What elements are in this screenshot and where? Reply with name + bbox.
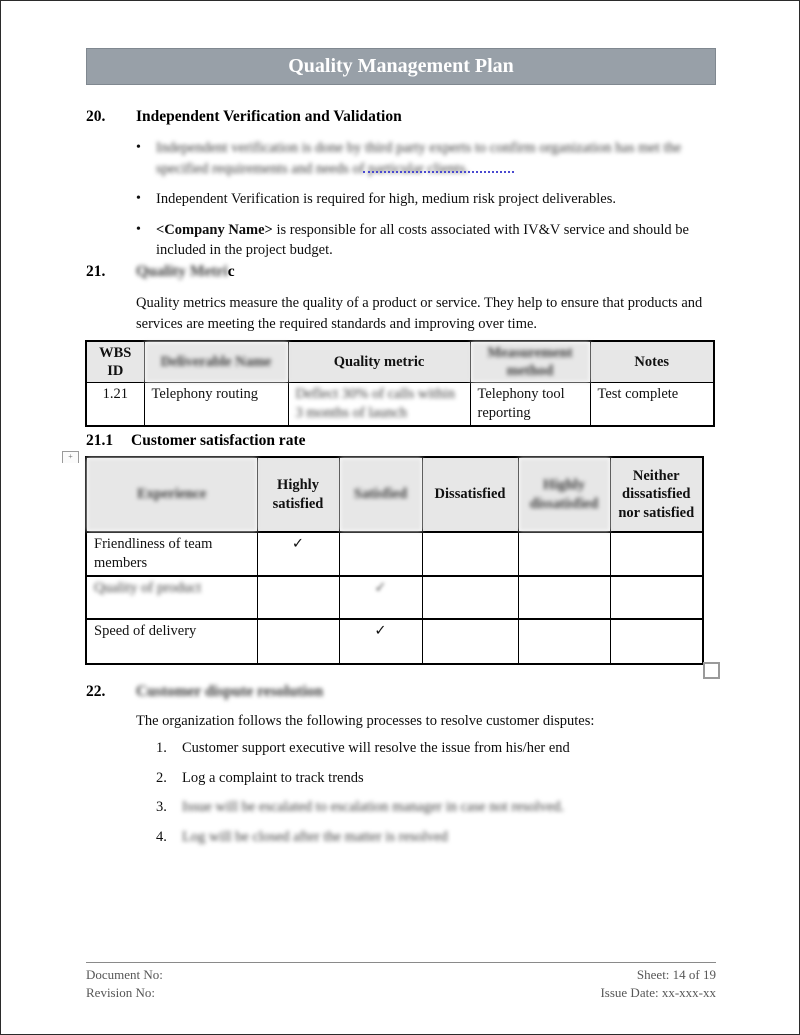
- check-mark: ✓: [257, 532, 339, 576]
- spellcheck-underline: [363, 164, 514, 173]
- bullet-icon: •: [136, 140, 141, 155]
- check-mark: [339, 532, 422, 576]
- bullet-text-blurred: Independent verification is done by third party experts to confirm organization has met the specified requirements and needs of particular clients.: [156, 140, 682, 177]
- section-20-title: Independent Verification and Validation: [136, 108, 402, 125]
- page-footer: [86, 962, 716, 1001]
- check-mark: [518, 619, 610, 664]
- section-21-1-heading: [86, 432, 716, 450]
- section-21-title-clear: c: [227, 263, 235, 280]
- bullet-item: [136, 189, 716, 210]
- dispute-paragraph: The organization follows the following processes to resolve customer disputes:: [136, 713, 595, 729]
- qm-cell-measurement-method: Telephony tool reporting: [470, 383, 590, 426]
- sat-header-highly-dissatisfied: Highly dissatisfied: [518, 457, 610, 532]
- check-mark: [518, 532, 610, 576]
- qm-cell-deliverable-name: Telephony routing: [144, 383, 288, 426]
- list-item-text: Customer support executive will resolve the issue from his/her end: [182, 740, 570, 756]
- title-banner: [86, 48, 716, 85]
- sat-header-highly-satisfied: Highly satisfied: [257, 457, 339, 532]
- check-mark: [422, 576, 518, 619]
- list-item: [156, 797, 716, 818]
- check-mark: ✓: [339, 619, 422, 664]
- section-21-1-title: Customer satisfaction rate: [131, 432, 306, 449]
- bullet-text: Independent Verification is required for high, medium risk project deliverables.: [156, 191, 616, 208]
- list-item: [156, 738, 716, 759]
- section-20-number: 20.: [86, 108, 106, 125]
- sat-header-experience: Experience: [86, 457, 257, 532]
- table-row: [86, 619, 703, 664]
- bullet-text: [156, 220, 716, 261]
- satisfaction-table: [85, 456, 704, 665]
- list-item-number: 1.: [156, 740, 167, 756]
- list-item-number: 4.: [156, 828, 167, 845]
- section-21-1-number: 21.1: [86, 432, 114, 449]
- bullet-item: [136, 220, 716, 261]
- check-mark: [257, 576, 339, 619]
- check-mark: [422, 619, 518, 664]
- quality-metrics-table: [85, 340, 715, 427]
- footer-document-no: Document No:: [86, 967, 163, 982]
- list-item: [156, 768, 716, 789]
- footer-sheet: Sheet: 14 of 19: [636, 967, 716, 982]
- dispute-process-list: [156, 738, 716, 856]
- qm-header-measurement-method: Measurement method: [470, 341, 590, 383]
- sat-row-label: Speed of delivery: [86, 619, 257, 664]
- sat-row-label-blurred: Quality of product: [86, 576, 257, 619]
- footer-right: [600, 966, 716, 1001]
- section-21-number: 21.: [86, 263, 106, 280]
- list-item-text-blurred: Log will be closed after the matter is resolved: [182, 828, 448, 845]
- check-mark: [518, 576, 610, 619]
- table-resize-handle-icon[interactable]: [703, 662, 720, 679]
- table-move-handle-icon[interactable]: +: [62, 451, 79, 463]
- check-mark: [257, 619, 339, 664]
- check-mark: [610, 576, 703, 619]
- bullet-icon: •: [136, 191, 141, 207]
- section-20-bullet-list: [136, 138, 716, 271]
- footer-issue-date: Issue Date: xx-xxx-xx: [600, 984, 716, 1000]
- table-row: [86, 532, 703, 576]
- footer-revision-no: Revision No:: [86, 984, 155, 1000]
- section-22-heading: [86, 683, 716, 701]
- section-21-heading: [86, 263, 716, 281]
- list-item: [156, 827, 716, 848]
- list-item-text-blurred: Issue will be escalated to escalation manager in case not resolved.: [182, 799, 565, 816]
- check-mark: [610, 532, 703, 576]
- qm-cell-wbs-id: 1.21: [86, 383, 144, 426]
- qm-header-notes: Notes: [590, 341, 714, 383]
- sat-header-neither: Neither dissatisfied nor satisfied: [610, 457, 703, 532]
- list-item-number: 3.: [156, 799, 167, 816]
- section-22-title-blurred: Customer dispute resolution: [136, 683, 324, 700]
- check-mark-blurred: ✓: [339, 576, 422, 619]
- qm-header-wbs-id: WBS ID: [86, 341, 144, 383]
- section-21-title: [136, 263, 235, 281]
- list-item-number: 2.: [156, 769, 167, 786]
- qm-cell-notes: Test complete: [590, 383, 714, 426]
- list-item-text: Log a complaint to track trends: [182, 769, 364, 786]
- company-name-placeholder: <Company Name>: [156, 221, 273, 238]
- document-title: Quality Management Plan: [288, 55, 514, 77]
- sat-row-label: Friendliness of team members: [86, 532, 257, 576]
- bullet-text-rest: is responsible for all costs associated with IV&V service and should be included in the project budget.: [156, 221, 689, 259]
- sat-header-satisfied: Satisfied: [339, 457, 422, 532]
- check-mark: [422, 532, 518, 576]
- qm-cell-quality-metric: Deflect 30% of calls within 3 months of launch: [288, 383, 470, 426]
- section-20-heading: [86, 108, 716, 126]
- footer-left: [86, 966, 163, 1001]
- bullet-icon: •: [136, 221, 141, 237]
- quality-metrics-paragraph: Quality metrics measure the quality of a product or service. They help to ensure that products and services are meeting the required standards and improving over time.: [136, 295, 703, 332]
- table-row: [86, 576, 703, 619]
- sat-header-dissatisfied: Dissatisfied: [422, 457, 518, 532]
- section-21-title-blurred: Quality Metri: [136, 263, 228, 280]
- qm-header-quality-metric: Quality metric: [288, 341, 470, 383]
- qm-header-deliverable-name: Deliverable Name: [144, 341, 288, 383]
- check-mark: [610, 619, 703, 664]
- section-22-number: 22.: [86, 683, 106, 700]
